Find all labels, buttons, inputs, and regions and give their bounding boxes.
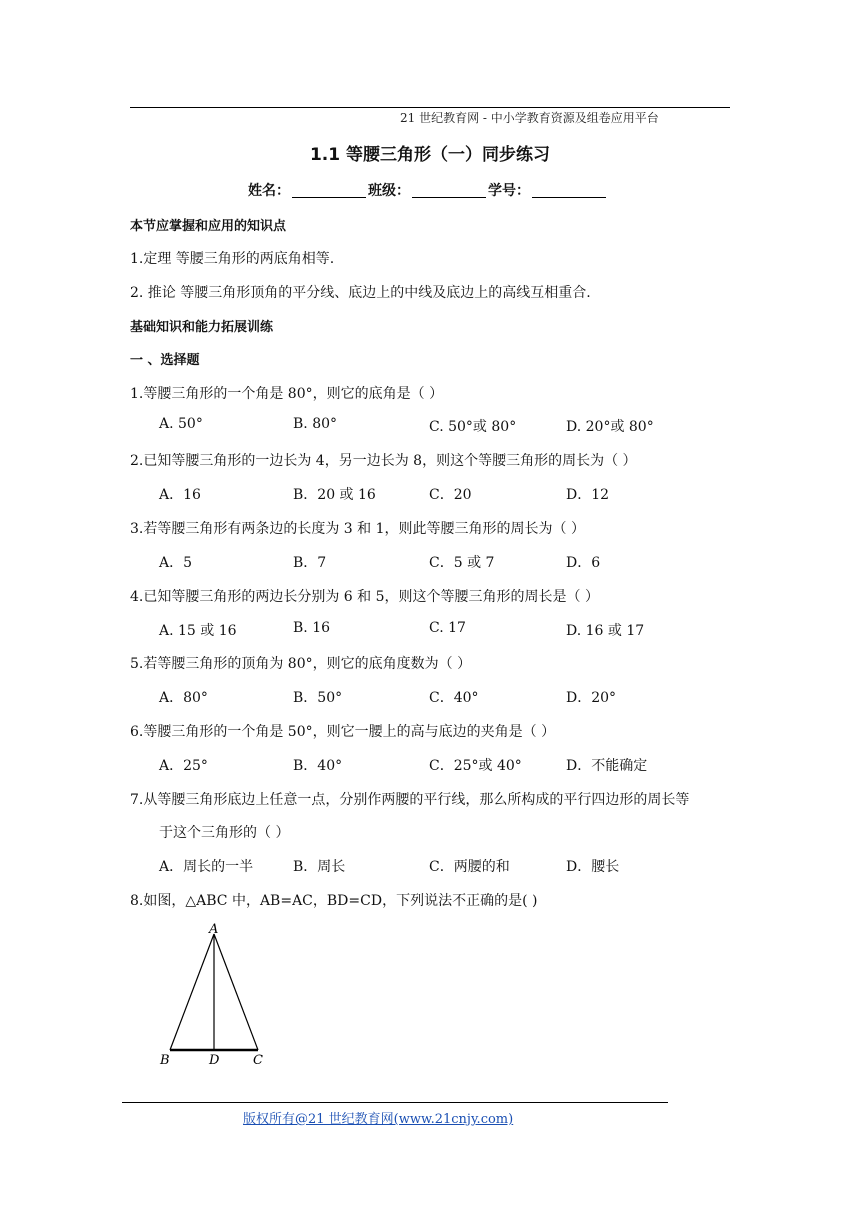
knowledge-item: 2. 推论 等腰三角形顶角的平分线、底边上的中线及底边上的高线互相重合.	[130, 285, 591, 301]
option[interactable]: A．80°	[159, 690, 208, 706]
option[interactable]: D．12	[566, 487, 610, 503]
student-info-row	[248, 180, 608, 200]
header-rule	[130, 107, 730, 108]
question-text: 1.等腰三角形的一个角是 80°，则它的底角是（ ）	[130, 386, 444, 402]
question-text-continued: 于这个三角形的（ ）	[159, 825, 290, 841]
option[interactable]: D．20°	[566, 690, 617, 706]
option[interactable]: D．腰长	[566, 859, 620, 875]
option[interactable]: B．周长	[293, 859, 346, 875]
label-a: A	[209, 922, 219, 937]
option[interactable]: C. 17	[429, 620, 466, 636]
question-text: 8.如图，△ABC 中，AB=AC，BD=CD，下列说法不正确的是( )	[130, 893, 538, 909]
option[interactable]: B．40°	[293, 758, 343, 774]
label-b: B	[160, 1053, 170, 1068]
option[interactable]: B．7	[293, 555, 327, 571]
footer-rule	[122, 1102, 668, 1103]
option[interactable]: C．25°或 40°	[429, 758, 522, 774]
class-blank[interactable]	[412, 183, 486, 198]
name-label: 姓名：	[248, 183, 290, 199]
name-blank[interactable]	[292, 183, 366, 198]
question-text: 5.若等腰三角形的顶角为 80°，则它的底角度数为（ ）	[130, 656, 472, 672]
label-d: D	[209, 1053, 220, 1068]
triangle-figure	[150, 918, 280, 1072]
id-blank[interactable]	[532, 183, 606, 198]
option[interactable]: C．5 或 7	[429, 555, 495, 571]
class-label: 班级：	[368, 183, 410, 199]
header-text: 21 世纪教育网 - 中小学教育资源及组卷应用平台	[400, 111, 659, 125]
option[interactable]: A．周长的一半	[159, 859, 254, 875]
question-text: 2.已知等腰三角形的一边长为 4，另一边长为 8，则这个等腰三角形的周长为（ ）	[130, 453, 637, 469]
page-title: 1.1 等腰三角形（一）同步练习	[309, 145, 551, 165]
option[interactable]: D. 16 或 17	[566, 623, 645, 639]
option[interactable]: D．6	[566, 555, 601, 571]
option[interactable]: B. 16	[293, 620, 331, 636]
question-text: 6.等腰三角形的一个角是 50°，则它一腰上的高与底边的夹角是（ ）	[130, 724, 556, 740]
option[interactable]: B. 80°	[293, 416, 338, 432]
option[interactable]: C．20	[429, 487, 472, 503]
section-heading: 一 、选择题	[130, 353, 200, 368]
option[interactable]: B．20 或 16	[293, 487, 376, 503]
option[interactable]: A．5	[159, 555, 193, 571]
knowledge-heading: 本节应掌握和应用的知识点	[130, 219, 287, 234]
option[interactable]: A．25°	[159, 758, 208, 774]
question-text: 3.若等腰三角形有两条边的长度为 3 和 1，则此等腰三角形的周长为（ ）	[130, 521, 585, 537]
option[interactable]: D．不能确定	[566, 758, 648, 774]
label-c: C	[253, 1053, 263, 1068]
option[interactable]: B．50°	[293, 690, 343, 706]
option[interactable]: C．40°	[429, 690, 479, 706]
option[interactable]: A. 15 或 16	[159, 623, 237, 639]
option[interactable]: D. 20°或 80°	[566, 419, 654, 435]
id-label: 学号：	[488, 183, 530, 199]
option[interactable]: A．16	[159, 487, 201, 503]
question-text: 7.从等腰三角形底边上任意一点，分别作两腰的平行线，那么所构成的平行四边形的周长等	[130, 792, 690, 808]
side-ab	[170, 934, 214, 1050]
training-heading: 基础知识和能力拓展训练	[130, 320, 274, 335]
option[interactable]: A. 50°	[159, 416, 203, 432]
side-ac	[214, 934, 258, 1050]
knowledge-item: 1.定理 等腰三角形的两底角相等.	[130, 251, 335, 267]
option[interactable]: C．两腰的和	[429, 859, 510, 875]
question-text: 4.已知等腰三角形的两边长分别为 6 和 5，则这个等腰三角形的周长是（ ）	[130, 589, 599, 605]
footer-copyright-link[interactable]: 版权所有@21 世纪教育网(www.21cnjy.com)	[243, 1112, 514, 1127]
option[interactable]: C. 50°或 80°	[429, 419, 517, 435]
